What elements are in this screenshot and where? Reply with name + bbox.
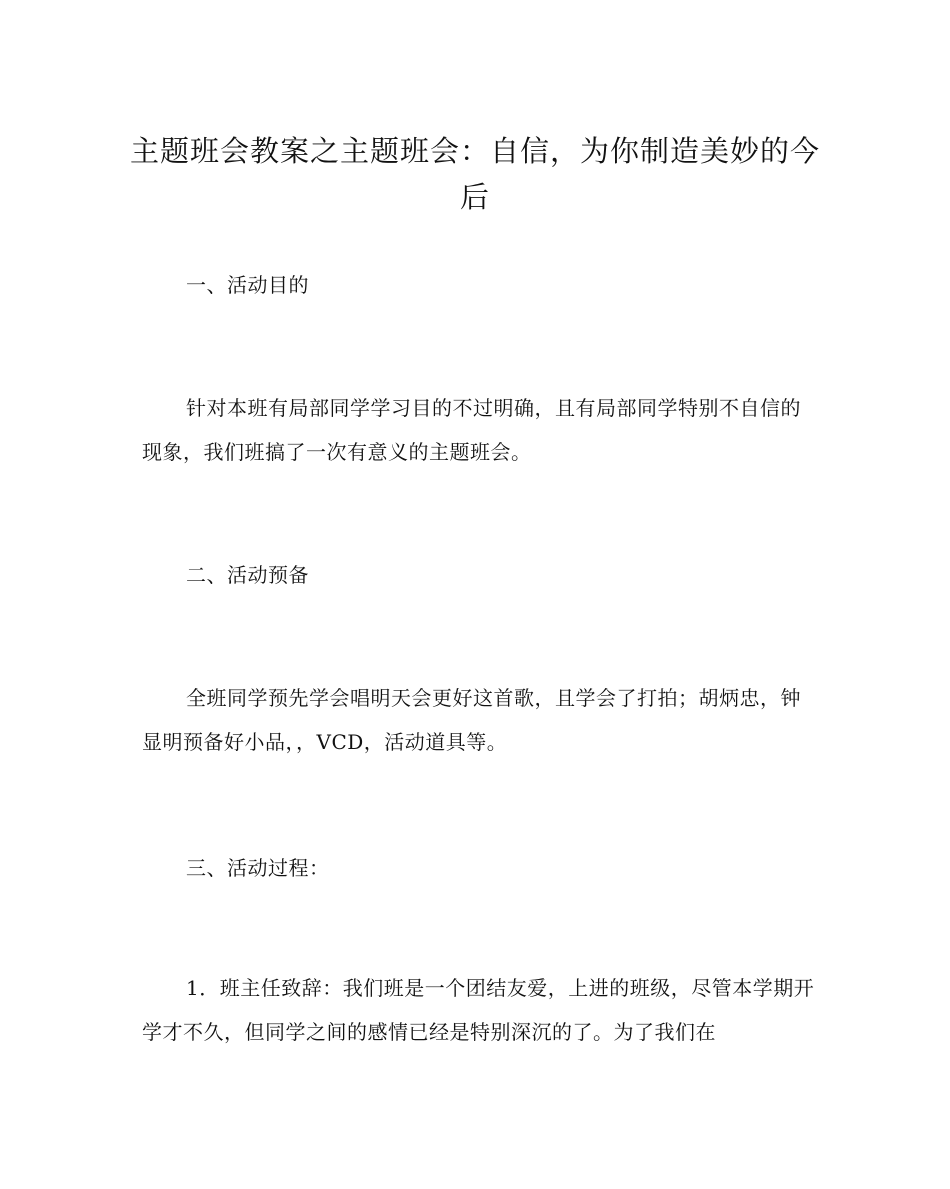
document-title (120, 128, 830, 220)
section-heading-purpose: 一、活动目的 (186, 273, 309, 297)
paragraph-preparation: 全班同学预先学会唱明天会更好这首歌，且学会了打拍；胡炳忠，钟显明预备好小品，，VCD，活动道具等。 (142, 686, 801, 754)
title-line-2: 后 (459, 180, 490, 214)
paragraph-process: 1．班主任致辞：我们班是一个团结友爱，上进的班级，尽管本学期开学才不久，但同学之间的感情已经是特别深沉的了。为了我们在 (142, 976, 815, 1044)
paragraph-purpose: 针对本班有局部同学学习目的不过明确，且有局部同学特别不自信的现象，我们班搞了一次有意义的主题班会。 (142, 396, 801, 464)
section-heading-preparation: 二、活动预备 (186, 563, 309, 587)
section-heading-process: 三、活动过程： (186, 856, 330, 880)
title-line-1: 主题班会教案之主题班会：自信，为你制造美妙的今 (129, 134, 820, 168)
